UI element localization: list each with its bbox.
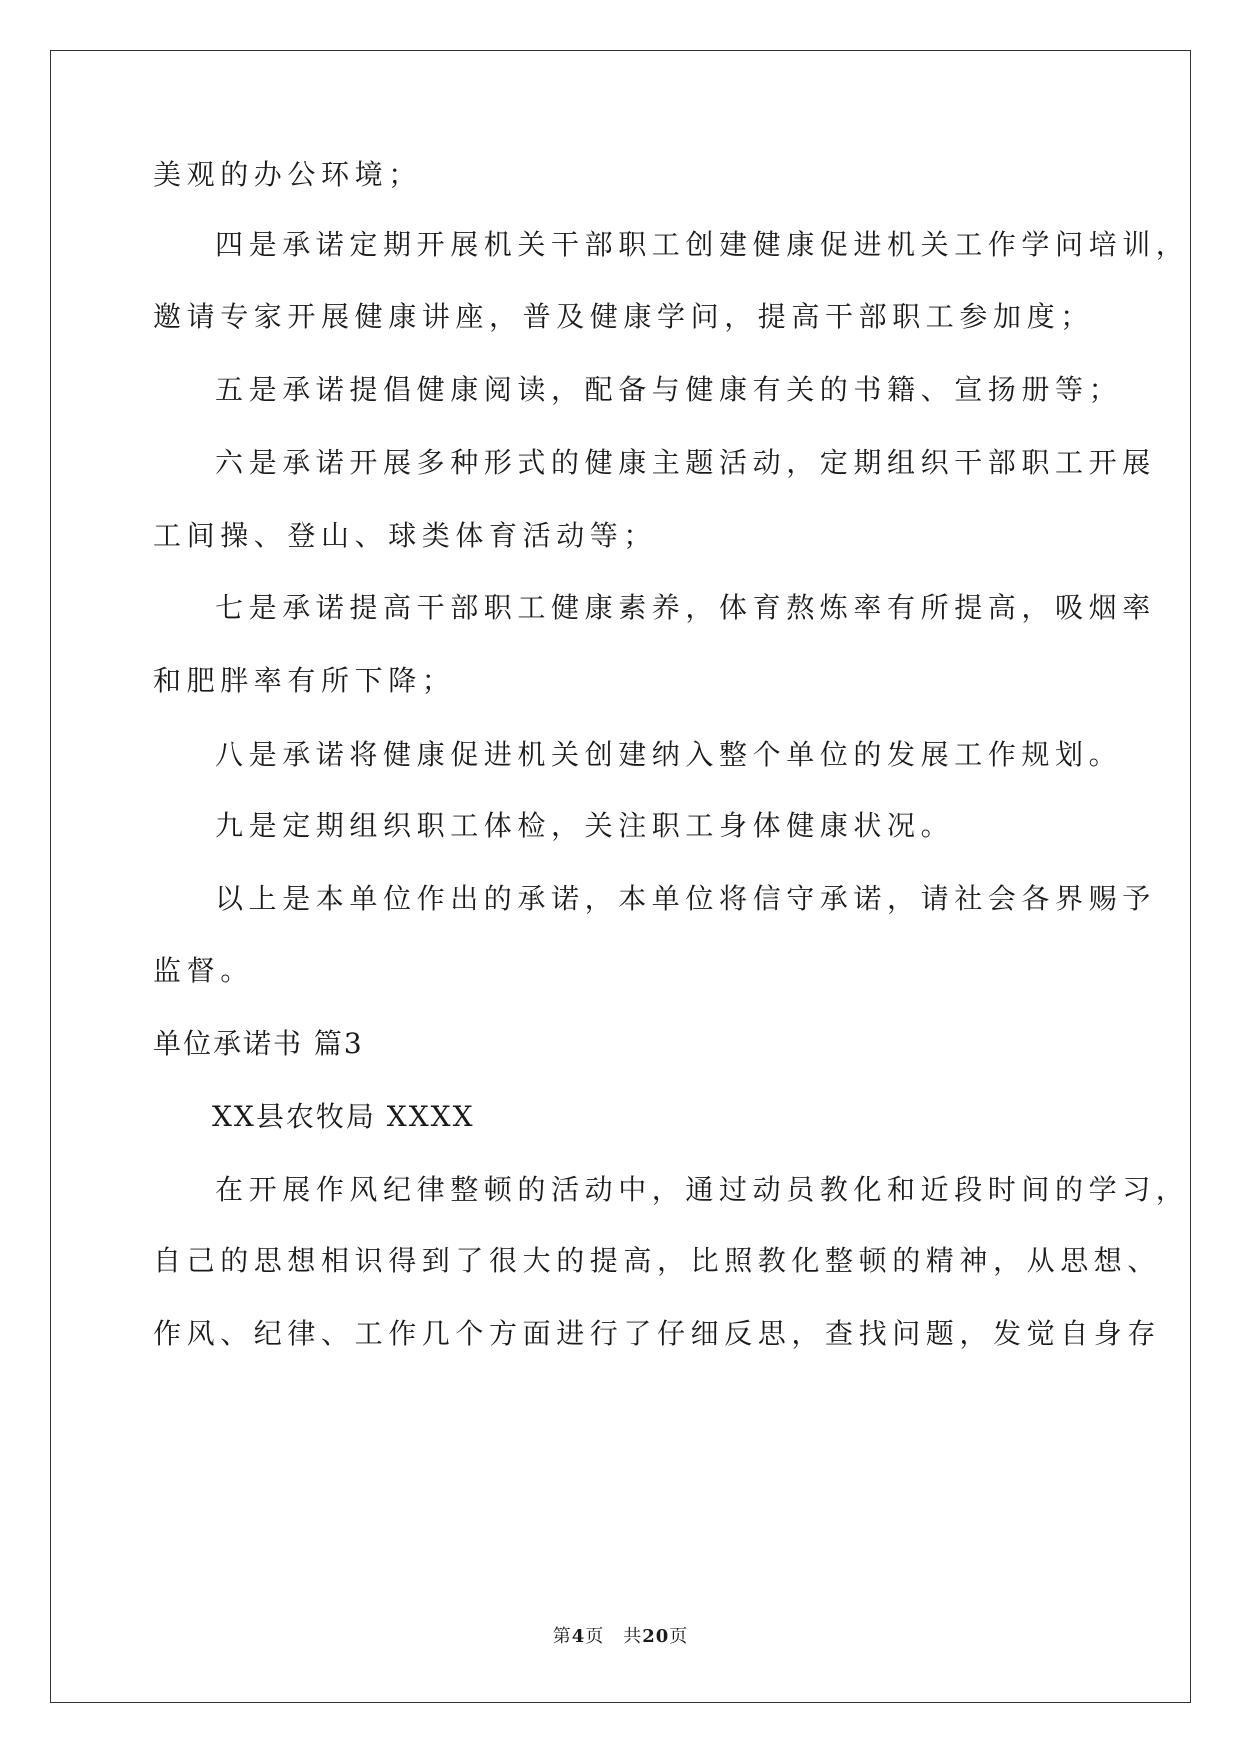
body-line: 自己的思想相识得到了很大的提高，比照教化整顿的精神，从思想、: [153, 1244, 1162, 1277]
addressee-line: XX县农牧局 XXXX: [212, 1100, 475, 1133]
footer-suffix: 页: [669, 1626, 689, 1647]
body-line: 监督。: [153, 954, 254, 987]
body-line: 八是承诺将健康促进机关创建纳入整个单位的发展工作规划。: [215, 738, 1123, 771]
body-line: 作风、纪律、工作几个方面进行了仔细反思，查找问题，发觉自身存: [153, 1317, 1162, 1350]
body-line: 和肥胖率有所下降；: [153, 664, 456, 697]
body-line: 美观的办公环境；: [153, 158, 422, 191]
body-line: 在开展作风纪律整顿的活动中，通过动员教化和近段时间的学习，: [215, 1173, 1190, 1206]
body-line: 九是定期组织职工体检，关注职工身体健康状况。: [215, 809, 955, 842]
body-line: 四是承诺定期开展机关干部职工创建健康促进机关工作学问培训，: [215, 228, 1190, 261]
page-footer: [0, 1622, 1241, 1648]
body-line: 五是承诺提倡健康阅读，配备与健康有关的书籍、宣扬册等；: [215, 373, 1123, 406]
body-line: 工间操、登山、球类体育活动等；: [153, 519, 658, 552]
body-line: 邀请专家开展健康讲座，普及健康学问，提高干部职工参加度；: [153, 300, 1094, 333]
section-heading: 单位承诺书 篇3: [153, 1027, 364, 1060]
footer-mid: 页 共: [585, 1626, 643, 1647]
current-page-number: 4: [571, 1626, 586, 1647]
total-page-number: 20: [642, 1626, 670, 1647]
body-line: 以上是本单位作出的承诺，本单位将信守承诺，请社会各界赐予: [215, 882, 1156, 915]
body-line: 七是承诺提高干部职工健康素养，体育熬炼率有所提高，吸烟率: [215, 591, 1156, 624]
body-line: 六是承诺开展多种形式的健康主题活动，定期组织干部职工开展: [215, 446, 1156, 479]
footer-prefix: 第: [552, 1626, 572, 1647]
